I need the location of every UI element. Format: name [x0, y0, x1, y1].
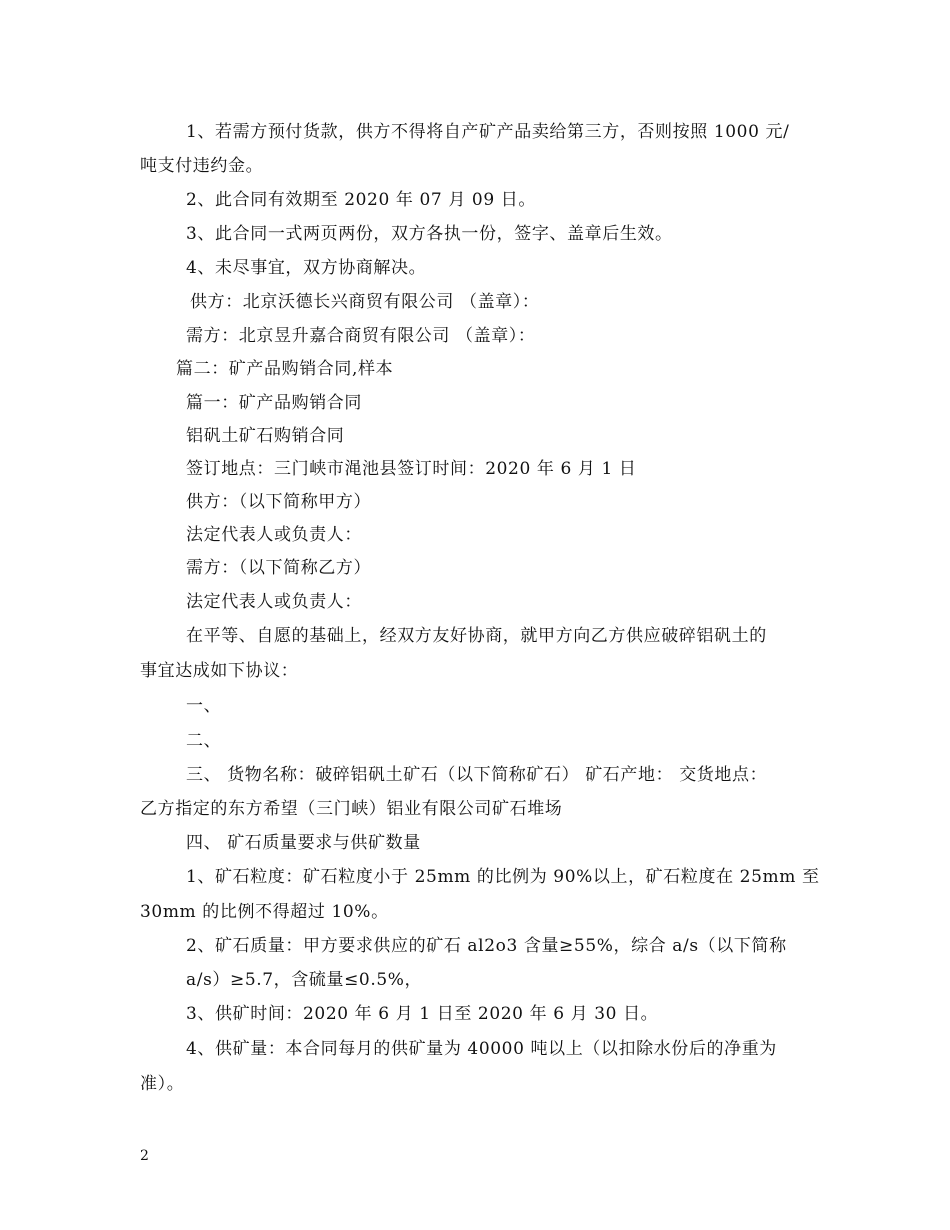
contract-title: 铝矾土矿石购销合同 — [186, 426, 345, 446]
clause-4: 4、未尽事宜，双方协商解决。 — [186, 258, 427, 278]
signing-place-time: 签订地点：三门峡市渑池县签订时间：2020 年 6 月 1 日 — [186, 459, 637, 479]
clause-2: 2、此合同有效期至 2020 年 07 月 09 日。 — [186, 190, 536, 210]
supplier-signature-line: 供方：北京沃德长兴商贸有限公司 （盖章）： — [190, 292, 540, 312]
buyer-party-b: 需方：（以下简称乙方） — [186, 558, 372, 578]
ore-quality-line-2: a/s）≥5.7，含硫量≤0.5%， — [186, 970, 423, 990]
supplier-party-a: 供方：（以下简称甲方） — [186, 492, 372, 512]
article-1: 一、 — [186, 696, 222, 716]
preamble-line-2: 事宜达成如下协议： — [140, 661, 299, 681]
ore-size-line-1: 1、矿石粒度：矿石粒度小于 25mm 的比例为 90%以上，矿石粒度在 25mm 至 — [186, 867, 820, 887]
preamble-line-1: 在平等、自愿的基础上，经双方友好协商，就甲方向乙方供应破碎铝矾土的 — [186, 626, 767, 646]
ore-size-line-2: 30mm 的比例不得超过 10%。 — [140, 902, 389, 922]
supply-quantity-line-1: 4、供矿量：本合同每月的供矿量为 40000 吨以上（以扣除水份后的净重为 — [186, 1039, 777, 1059]
buyer-representative: 法定代表人或负责人： — [186, 592, 362, 612]
supplier-representative: 法定代表人或负责人： — [186, 525, 362, 545]
supply-quantity-line-2: 准）。 — [140, 1074, 185, 1094]
article-3-line-2: 乙方指定的东方希望（三门峡）铝业有限公司矿石堆场 — [140, 799, 563, 819]
article-3-line-1: 三、 货物名称：破碎铝矾土矿石（以下简称矿石） 矿石产地： 交货地点： — [186, 765, 768, 785]
page-number: 2 — [140, 1148, 149, 1164]
section-title-part-1: 篇一：矿产品购销合同 — [186, 393, 362, 413]
ore-quality-line-1: 2、矿石质量：甲方要求供应的矿石 al2o3 含量≥55%，综合 a/s（以下简称 — [186, 936, 787, 956]
supply-period: 3、供矿时间：2020 年 6 月 1 日至 2020 年 6 月 30 日。 — [186, 1004, 659, 1024]
section-title-part-2: 篇二：矿产品购销合同,样本 — [176, 359, 394, 379]
clause-3: 3、此合同一式两页两份，双方各执一份，签字、盖章后生效。 — [186, 224, 673, 244]
clause-1-line-1: 1、若需方预付货款，供方不得将自产矿产品卖给第三方，否则按照 1000 元/ — [186, 122, 790, 142]
buyer-signature-line: 需方：北京昱升嘉合商贸有限公司 （盖章）： — [186, 326, 536, 346]
article-2: 二、 — [186, 731, 222, 751]
clause-1-line-2: 吨支付违约金。 — [140, 156, 264, 176]
article-4-heading: 四、 矿石质量要求与供矿数量 — [186, 833, 421, 853]
